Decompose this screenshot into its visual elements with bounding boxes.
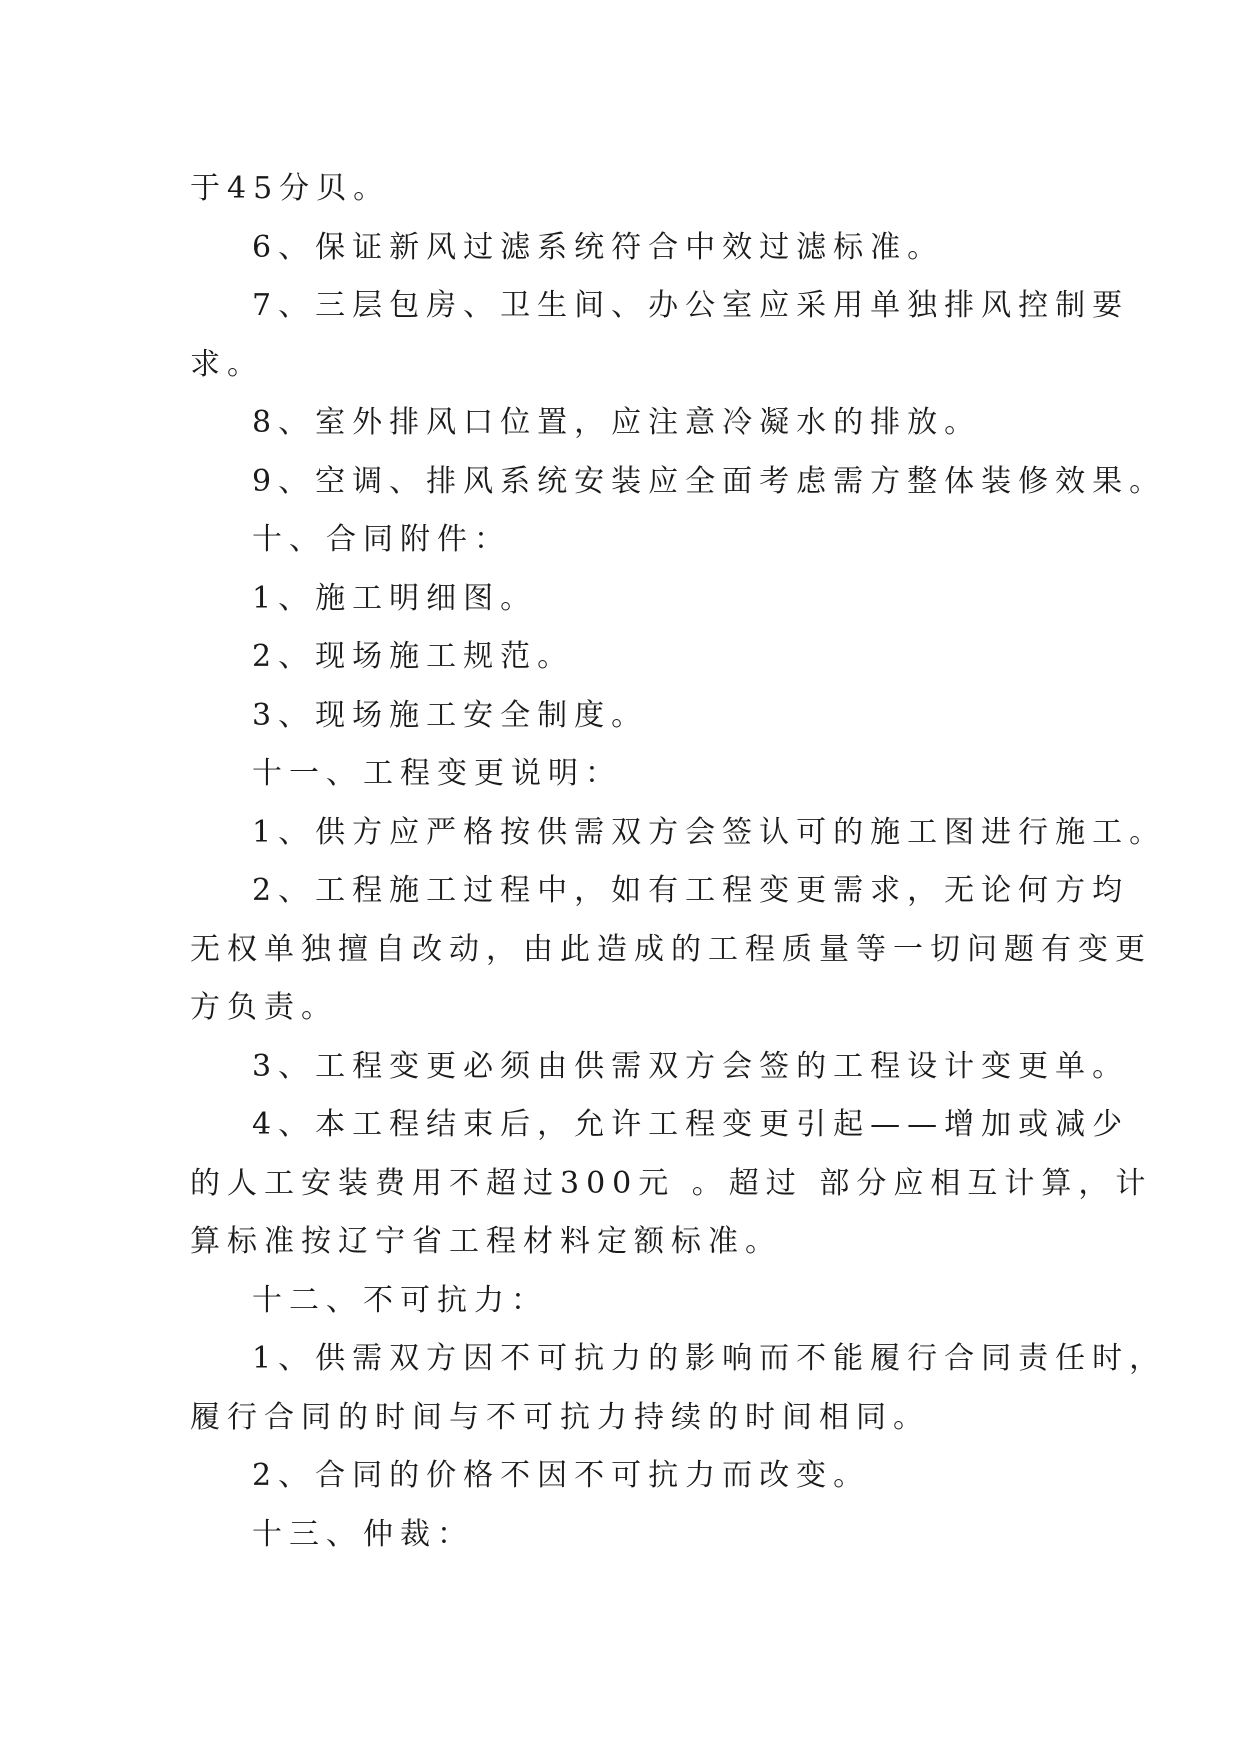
paragraph-line: 十三、仲裁： <box>252 1516 474 1552</box>
paragraph-line: 2、合同的价格不因不可抗力而改变。 <box>252 1458 871 1493</box>
paragraph-line: 1、供需双方因不可抗力的影响而不能履行合同责任时， <box>252 1341 1167 1376</box>
paragraph-line: 7、三层包房、卫生间、办公室应采用单独排风控制要 <box>252 288 1130 323</box>
paragraph-line: 3、工程变更必须由供需双方会签的工程设计变更单。 <box>252 1048 1130 1084</box>
paragraph-line: 8、室外排风口位置，应注意冷凝水的排放。 <box>252 405 982 440</box>
paragraph-line: 算标准按辽宁省工程材料定额标准。 <box>190 1224 782 1259</box>
paragraph-line: 1、施工明细图。 <box>252 580 538 616</box>
paragraph-line: 2、工程施工过程中，如有工程变更需求，无论何方均 <box>252 873 1130 908</box>
paragraph-line: 方负责。 <box>190 990 338 1025</box>
paragraph-line: 十一、工程变更说明： <box>252 756 622 791</box>
paragraph-line: 3、现场施工安全制度。 <box>252 697 649 733</box>
paragraph-line: 十二、不可抗力： <box>252 1282 548 1318</box>
paragraph-line: 无权单独擅自改动，由此造成的工程质量等一切问题有变更 <box>190 931 1152 967</box>
document-body <box>190 160 1167 1564</box>
paragraph-line: 十、合同附件： <box>252 522 511 557</box>
paragraph-line: 9、空调、排风系统安装应全面考虑需方整体装修效果。 <box>252 463 1167 499</box>
paragraph-line: 于45分贝。 <box>190 171 391 206</box>
paragraph-line: 求。 <box>190 346 264 382</box>
paragraph-line: 4、本工程结束后，允许工程变更引起——增加或减少 <box>252 1107 1130 1142</box>
paragraph-line: 履行合同的时间与不可抗力持续的时间相同。 <box>190 1399 930 1435</box>
paragraph-line: 的人工安装费用不超过300元 。超过 部分应相互计算，计 <box>190 1165 1153 1201</box>
paragraph-line: 6、保证新风过滤系统符合中效过滤标准。 <box>252 229 945 265</box>
paragraph-line: 1、供方应严格按供需双方会签认可的施工图进行施工。 <box>252 814 1167 850</box>
paragraph-line: 2、现场施工规范。 <box>252 639 575 674</box>
